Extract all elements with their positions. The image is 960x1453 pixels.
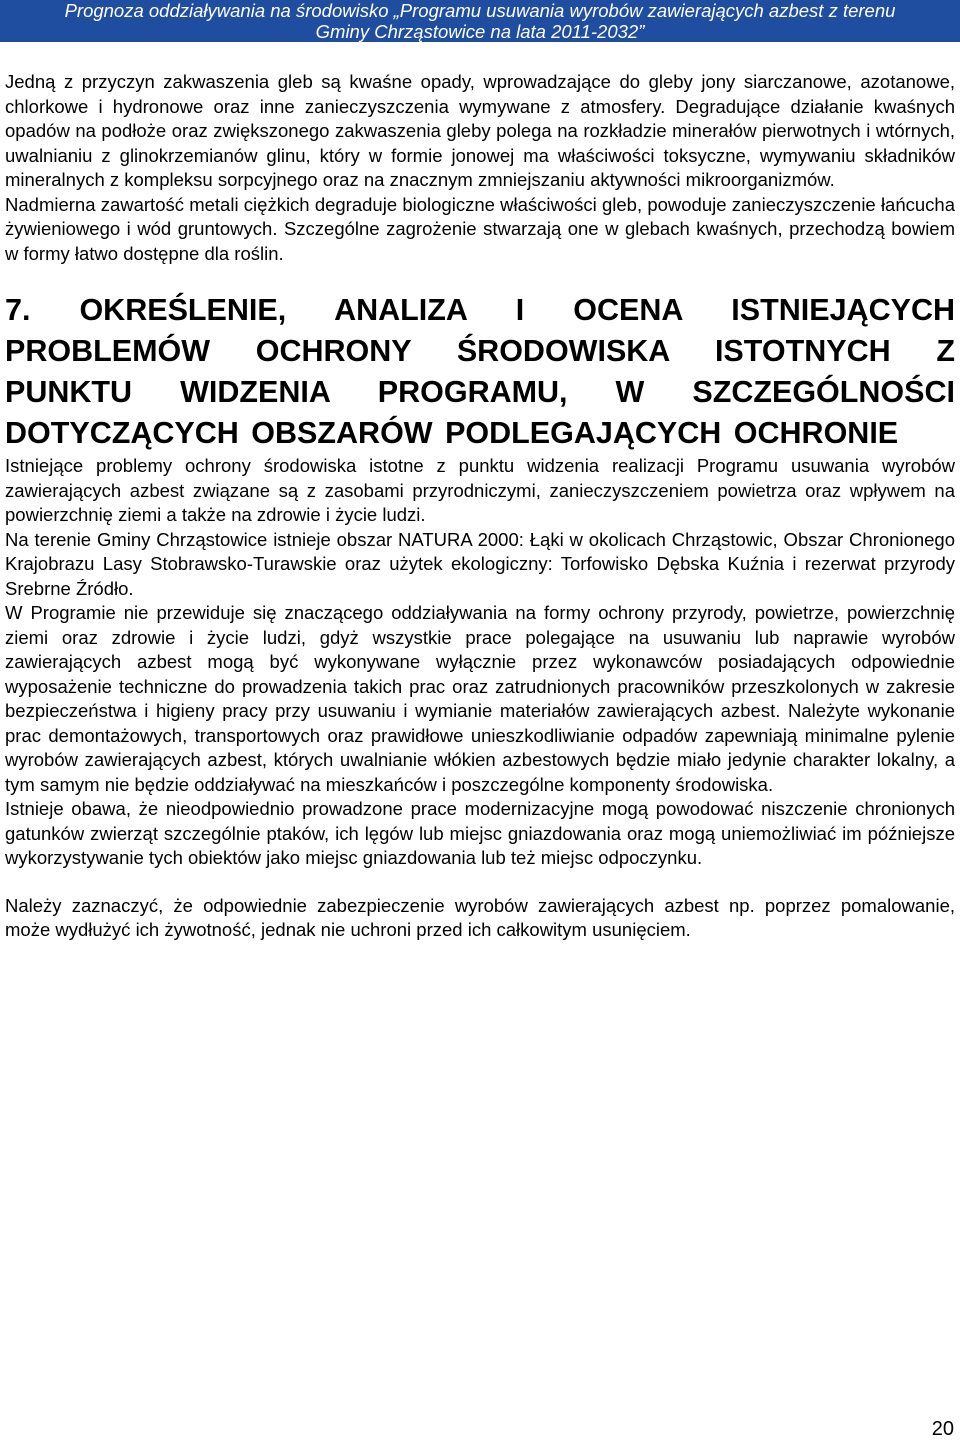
paragraph-heavy-metals: Nadmierna zawartość metali ciężkich degraduje biologiczne właściwości gleb, powoduje zanieczyszczenie łańcucha żywieniowego i wód gruntowych. Szczególne zagrożenie stwarzają one w glebach kwaśnych, przechodzą bowiem w formy łatwo dostępne dla roślin. [5,193,955,264]
paragraph-protected-areas: Na terenie Gminy Chrząstowice istnieje obszar NATURA 2000: Łąki w okolicach Chrząstowic, Obszar Chronionego Krajobrazu Lasy Stobrawsko-Turawskie oraz użytek ekologiczny: Torfowisko Dębska Kuźnia i rezerwat przyrody Srebrne Źródło. [5,528,955,599]
document-header [0,0,960,42]
header-title-line-1: Prognoza oddziaływania na środowisko „Programu usuwania wyrobów zawierających azbest z terenu [64,0,896,21]
page-content [5,70,955,943]
paragraph-protection-note: Należy zaznaczyć, że odpowiednie zabezpieczenie wyrobów zawierających azbest np. poprzez pomalowanie, może wydłużyć ich żywotność, jednak nie uchroni przed ich całkowitym usunięciem. [5,894,955,940]
paragraph-existing-problems: Istniejące problemy ochrony środowiska istotne z punktu widzenia realizacji Programu usuwania wyrobów zawierających azbest związane są z zasobami przyrodniczymi, zanieczyszczeniem powietrza oraz wpływem na powierzchnię ziemi a także na zdrowie i życie ludzi. [5,455,955,525]
page-number: 20 [931,1418,954,1440]
section-heading: 7. OKREŚLENIE, ANALIZA I OCENA ISTNIEJĄCYCH PROBLEMÓW OCHRONY ŚRODOWISKA ISTOTNYCH Z PUNKTU WIDZENIA PROGRAMU, W SZCZEGÓLNOŚCI DOTYCZĄCYCH OBSZARÓW PODLEGAJĄCYCH OCHRONIE [5,293,955,450]
paragraph-bird-concern: Istnieje obawa, że nieodpowiednio prowadzone prace modernizacyjne mogą powodować niszczenie chronionych gatunków zwierząt szczególnie ptaków, ich lęgów lub miejsc gniazdowania oraz mogą uniemożliwiać im późniejsze wykorzystywanie tych obiektów jako miejsc gniazdowania lub też miejsc odpoczynku. [5,798,955,868]
paragraph-spacer [5,871,955,894]
paragraph-program-impact: W Programie nie przewiduje się znaczącego oddziaływania na formy ochrony przyrody, powietrze, powierzchnię ziemi oraz zdrowie i życie ludzi, gdyż wszystkie prace polegające na usuwaniu lub naprawie wyrobów zawierających azbest mogą być wykonywane wyłącznie przez wykonawców posiadających odpowiednie wyposażenie techniczne do prowadzenia takich prac oraz zatrudnionych pracowników przeszkolonych w zakresie bezpieczeństwa i higieny pracy przy usuwaniu i wymianie materiałów zawierających azbest. Należyte wykonanie prac demontażowych, transportowych oraz prawidłowe unieszkodliwianie odpadów zapewniają minimalne pylenie wyrobów zawierających azbest, których uwalnianie włókien azbestowych będzie miało jedynie charakter lokalny, a tym samym nie będzie oddziaływać na mieszkańców i poszczególne komponenty środowiska. [5,602,955,795]
paragraph-acid-rain: Jedną z przyczyn zakwaszenia gleb są kwaśne opady, wprowadzające do gleby jony siarczanowe, azotanowe, chlorkowe i hydronowe oraz inne zanieczyszczenia wymywane z atmosfery. Degradujące działanie kwaśnych opadów na podłoże oraz zwiększonego zakwaszenia gleby polega na rozkładzie minerałów pierwotnych i wtórnych, uwalnianiu z glinokrzemianów glinu, który w formie jonowej ma właściwości toksyczne, wymywaniu składników mineralnych z kompleksu sorpcyjnego oraz na znacznym zmniejszaniu aktywności mikroorganizmów. [5,71,955,190]
header-title-line-2: Gminy Chrząstowice na lata 2011-2032” [315,21,645,42]
